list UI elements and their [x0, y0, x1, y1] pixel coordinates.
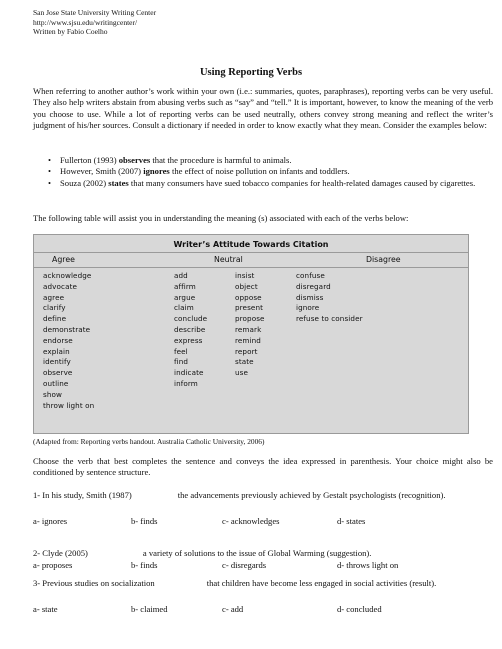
verb-cell: propose	[235, 314, 265, 324]
option-c: c- acknowledges	[222, 516, 280, 526]
verb-cell: advocate	[43, 281, 78, 291]
verb-cell: state	[235, 357, 254, 367]
header-author: Written by Fabio Coelho	[33, 27, 108, 36]
question-2: 2- Clyde (2005) a variety of solutions to the issue of Global Warming (suggestion).	[33, 548, 372, 558]
column-header-neutral: Neutral	[214, 255, 243, 264]
question-1-options	[33, 516, 493, 528]
verb-cell: ignore	[296, 303, 320, 313]
examples-list	[60, 155, 490, 189]
verb-cell: oppose	[235, 292, 262, 302]
option-d: d- states	[337, 516, 366, 526]
verb-cell: define	[43, 314, 67, 324]
disagree-verbs	[296, 271, 363, 325]
list-item: • Fullerton (1993) observes that the procedure is harmful to animals.	[60, 155, 490, 166]
verb-cell: remark	[235, 324, 262, 334]
verb-cell: demonstrate	[43, 324, 91, 334]
verb-cell: show	[43, 389, 62, 399]
example-verb: states	[108, 177, 129, 188]
option-d: d- concluded	[337, 604, 382, 614]
option-c: c- disregards	[222, 560, 267, 570]
verb-cell: dismiss	[296, 292, 324, 302]
verb-cell: object	[235, 281, 258, 291]
header-institution: San Jose State University Writing Center	[33, 8, 157, 17]
verb-cell: confuse	[296, 271, 325, 280]
intro-paragraph: When referring to another author’s work within your own (i.e.: summaries, quotes, paraphrases), reporting verbs can be very useful. They also help writers abstain from abusing verbs such as “say” and “tell.” It is important, however, to know the meaning of the verb you choose to use. While a lot of reporting verbs can be used neutrally, others convey strong meaning and reflect the writer’s judgment of his/her sources. Consult a dictionary if needed in order to know exactly what they mean. Consider the examples below:	[33, 86, 493, 131]
verb-cell: refuse to consider	[296, 314, 363, 324]
option-a: a- ignores	[33, 516, 68, 526]
verb-cell: feel	[174, 346, 188, 356]
verb-cell: outline	[43, 378, 69, 388]
verb-cell: affirm	[174, 281, 196, 291]
verb-cell: indicate	[174, 368, 204, 378]
document-header	[33, 8, 156, 37]
table-caption: (Adapted from: Reporting verbs handout. Australia Catholic University, 2006)	[33, 437, 265, 446]
agree-verbs	[43, 271, 94, 411]
question-3: 3- Previous studies on socialization that children have become less engaged in social activities (result).	[33, 578, 437, 588]
header-url: http://www.sjsu.edu/writingcenter/	[33, 17, 138, 27]
verb-cell: insist	[235, 271, 255, 280]
verb-cell: identify	[43, 357, 71, 367]
option-a: a- proposes	[33, 560, 73, 570]
verb-cell: explain	[43, 346, 70, 356]
verb-cell: observe	[43, 368, 73, 378]
verb-cell: argue	[174, 292, 196, 302]
verb-cell: agree	[43, 292, 65, 302]
option-b: b- claimed	[131, 604, 168, 614]
verb-cell: throw light on	[43, 400, 95, 410]
neutral-verbs-1	[174, 271, 207, 390]
option-c: c- add	[222, 604, 244, 614]
verb-cell: report	[235, 346, 258, 356]
column-header-agree: Agree	[52, 255, 75, 264]
table-divider	[34, 252, 468, 253]
verb-cell: describe	[174, 324, 206, 334]
option-b: b- finds	[131, 516, 158, 526]
option-b: b- finds	[131, 560, 158, 570]
table-divider	[34, 267, 468, 268]
verb-cell: use	[235, 368, 249, 378]
verbs-table	[33, 234, 469, 434]
verb-cell: conclude	[174, 314, 208, 324]
verb-cell: acknowledge	[43, 271, 92, 280]
document-title: Using Reporting Verbs	[199, 67, 303, 78]
list-item: • However, Smith (2007) ignores the effect of noise pollution on infants and toddlers.	[60, 166, 490, 177]
exercise-instructions: Choose the verb that best completes the sentence and conveys the idea expressed in parenthesis. Your choice might also be conditioned by sentence structure.	[33, 456, 493, 478]
example-verb: observes	[118, 155, 151, 165]
question-1: 1- In his study, Smith (1987) the advancements previously achieved by Gestalt psychologists (recognition).	[33, 490, 446, 500]
table-intro: The following table will assist you in understanding the meaning (s) associated with each of the verbs below:	[33, 213, 409, 223]
verb-cell: add	[174, 271, 188, 280]
question-2-options	[33, 560, 493, 572]
verb-cell: remind	[235, 335, 261, 345]
verb-cell: clarify	[43, 303, 66, 313]
list-item: • Souza (2002) states that many consumers have sued tobacco companies for health-related damages caused by cigarettes.	[60, 178, 490, 189]
verb-cell: present	[235, 303, 264, 313]
option-d: d- throws light on	[337, 560, 399, 570]
neutral-verbs-2	[235, 271, 265, 379]
verb-cell: endorse	[43, 335, 73, 345]
verb-cell: find	[174, 357, 189, 367]
verb-cell: inform	[174, 378, 198, 388]
table-title: Writer’s Attitude Towards Citation	[173, 240, 329, 249]
question-3-options	[33, 604, 493, 616]
verb-cell: express	[174, 335, 203, 345]
option-a: a- state	[33, 604, 58, 614]
example-verb: ignores	[143, 166, 170, 177]
verb-cell: disregard	[296, 281, 331, 291]
verb-cell: claim	[174, 303, 194, 313]
column-header-disagree: Disagree	[366, 255, 401, 264]
